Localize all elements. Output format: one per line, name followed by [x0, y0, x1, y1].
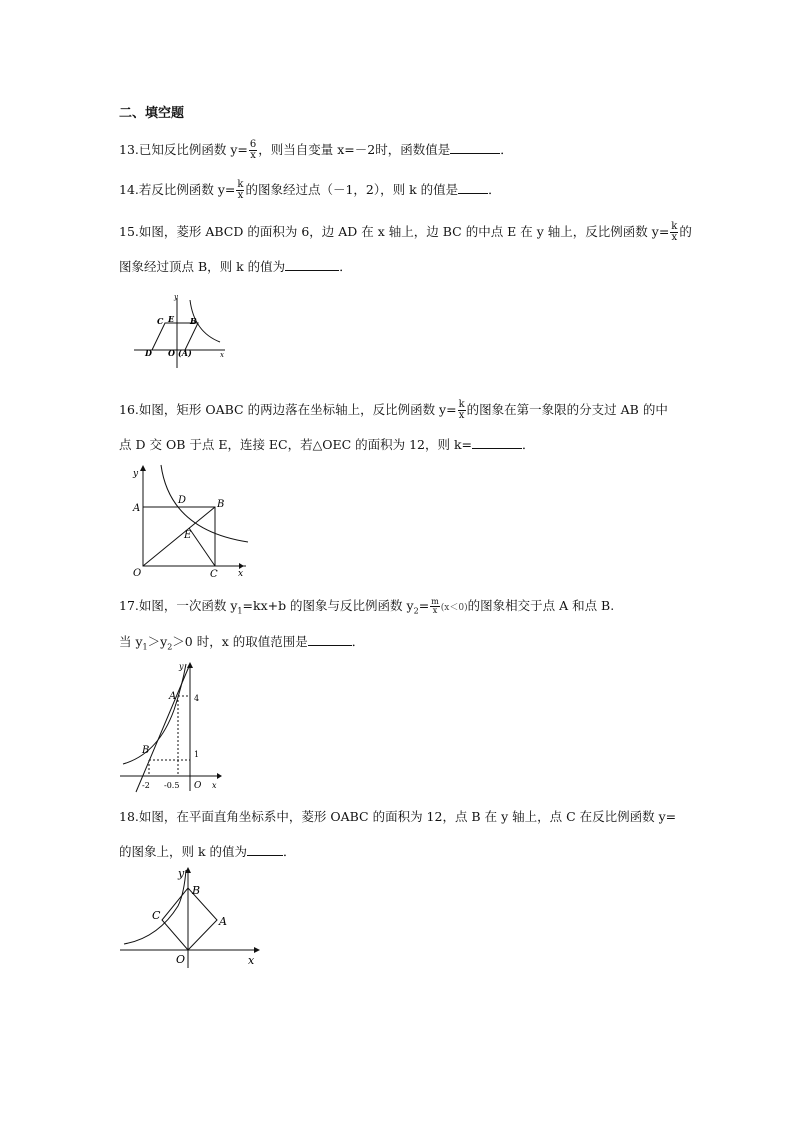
q18-answer-blank[interactable] — [247, 843, 283, 856]
q16-label-e: E — [184, 530, 192, 541]
question-17-line-2: 当 $y_1>y_2>0$ 时，x 的取值范围是 ． — [119, 634, 365, 652]
q18-label-x: x — [248, 954, 255, 967]
q15-label-o: O — [168, 348, 175, 358]
q15-label-c: C — [157, 316, 164, 326]
question-15-line-2: 图象经过顶点 B，则 k 的值为 ． — [119, 259, 352, 274]
q17-label-b: B — [142, 745, 150, 756]
q16-label-c: C — [210, 569, 218, 580]
q15-answer-blank[interactable] — [285, 258, 339, 271]
question-16-line-1: 16.如图，矩形 OABC 的两边落在坐标轴上，反比例函数 y= $\frac{k}{x}$ 的图象在第一象限的分支过 AB 的中 — [119, 399, 668, 421]
q15-figure — [130, 290, 230, 370]
question-14: 14.若反比例函数 y= $\frac{k}{x}$ 的图象经过点（－1，2），则 k 的值是 ． — [119, 179, 501, 201]
question-17-line-1: 17.如图，一次函数 $y_1=kx+b$ 的图象与反比例函数 $y_2=$ $\frac{m}{x}$ (x＜0)的图象相交于点 A 和点 B. — [119, 597, 615, 616]
q15-label-a: (A) — [178, 348, 192, 358]
q17-fraction: $\frac{m}{x}$ — [431, 597, 439, 615]
q16-answer-blank[interactable] — [472, 436, 522, 449]
q17-label-4: 4 — [194, 694, 200, 703]
q18-label-b: B — [192, 884, 201, 897]
q13-text-post: ，则当自变量 x=－2时，函数值是 — [258, 142, 451, 157]
q16-label-y: y — [133, 469, 139, 479]
q18-label-a: A — [219, 915, 227, 928]
question-18-line-1: 18.如图，在平面直角坐标系中，菱形 OABC 的面积为 12，点 B 在 y 轴上，点 C 在反比例函数 y= — [119, 809, 677, 824]
q18-label-c: C — [152, 909, 161, 922]
q14-fraction: $\frac{k}{x}$ — [237, 179, 244, 201]
question-16-line-2: 点 D 交 OB 于点 E，连接 EC，若△OEC 的面积为 12，则 k= ． — [119, 437, 535, 452]
q17-label-x: x — [212, 781, 217, 790]
q18-figure — [118, 864, 266, 970]
section-heading: 二、填空题 — [119, 106, 185, 121]
q15-label-d: D — [145, 348, 152, 358]
q13-fraction: $\frac{6}{x}$ — [249, 139, 257, 161]
q17-answer-blank[interactable] — [308, 633, 352, 646]
q17-label-o: O — [194, 781, 202, 791]
q14-text-post: 的图象经过点（－1，2），则 k 的值是 — [245, 182, 459, 197]
q17-label-y: y — [179, 662, 184, 671]
q15-label-x: x — [220, 351, 224, 359]
q16-label-a: A — [133, 503, 141, 514]
q15-label-e: E — [168, 314, 175, 324]
question-13: 13.已知反比例函数 y= $\frac{6}{x}$ ，则当自变量 x=－2时，函数值是 ． — [119, 139, 513, 161]
q16-figure — [128, 462, 250, 580]
q15-label-y: y — [174, 293, 178, 301]
q14-answer-blank[interactable] — [458, 181, 488, 194]
q16-label-x: x — [238, 569, 244, 579]
q16-label-d: D — [178, 495, 187, 506]
q18-label-o: O — [176, 953, 186, 966]
q15-fraction: $\frac{k}{x}$ — [671, 221, 678, 243]
q17-figure — [118, 658, 224, 794]
question-15-line-1: 15.如图，菱形 ABCD 的面积为 6，边 AD 在 x 轴上，边 BC 的中点 E 在 y 轴上，反比例函数 y= $\frac{k}{x}$ 的 — [119, 221, 692, 243]
q17-label-a: A — [169, 691, 177, 702]
q15-text-pre: 15.如图，菱形 ABCD 的面积为 6，边 AD 在 x 轴上，边 BC 的中点 E 在 y 轴上，反比例函数 y= — [119, 224, 670, 239]
q13-answer-blank[interactable] — [450, 141, 500, 154]
q16-fraction: $\frac{k}{x}$ — [458, 399, 465, 421]
q14-text-pre: 14.若反比例函数 y= — [119, 182, 236, 197]
q17-label-1: 1 — [194, 750, 200, 759]
question-18-line-2: 的图象上，则 k 的值为 ． — [119, 844, 296, 859]
q16-label-b: B — [217, 499, 225, 510]
q15-label-b: B — [190, 316, 197, 326]
q17-label-neg2: -2 — [142, 781, 150, 790]
q13-text-pre: 13.已知反比例函数 y= — [119, 142, 248, 157]
q18-label-y: y — [178, 867, 185, 880]
q16-label-o: O — [133, 568, 142, 579]
q17-label-neg05: -0.5 — [164, 781, 180, 790]
